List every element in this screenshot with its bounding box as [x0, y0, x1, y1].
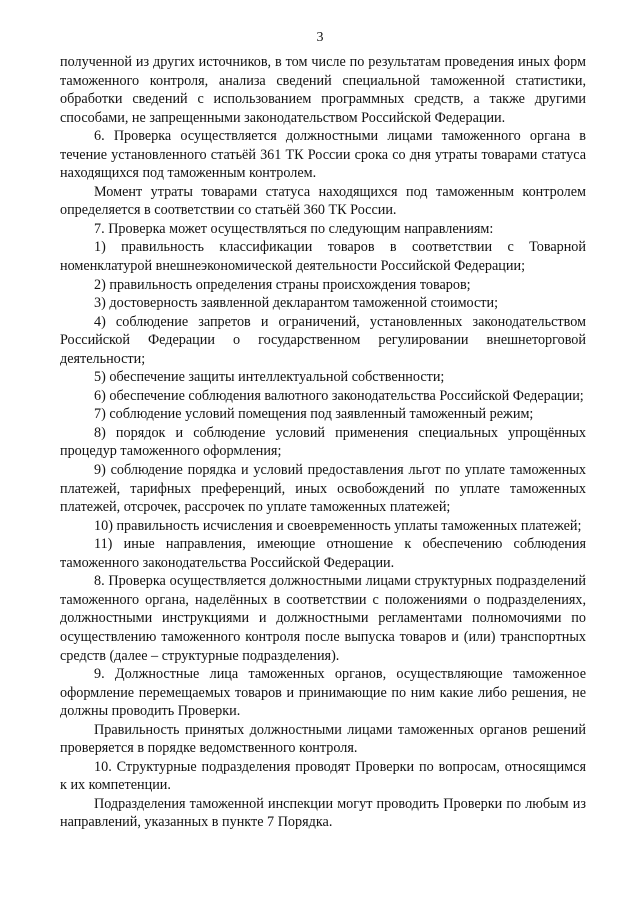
list-item-9: 9) соблюдение порядка и условий предоставления льгот по уплате таможенных платежей, тарифных преференций, иных освобождений по уплате таможенных платежей, отсрочек, рассрочек по уплате таможенных платежей;	[60, 462, 586, 516]
paragraph-inspection-units: Подразделения таможенной инспекции могут проводить Проверки по любым из направлений, указанных в пункте 7 Порядка.	[60, 795, 586, 831]
list-item-11: 11) иные направления, имеющие отношение к обеспечению соблюдения таможенного законодательства Российской Федерации.	[60, 536, 586, 571]
list-item-3: 3) достоверность заявленной декларантом таможенной стоимости;	[94, 295, 499, 312]
page-number: 3	[316, 30, 324, 45]
list-item-5: 5) обеспечение защиты интеллектуальной собственности;	[94, 369, 445, 386]
list-item-8: 8) порядок и соблюдение условий применения специальных упрощённых процедур таможенного оформления;	[60, 424, 586, 460]
list-item-2: 2) правильность определения страны происхождения товаров;	[94, 276, 471, 293]
document-body	[60, 53, 586, 832]
paragraph-item-10: 10. Структурные подразделения проводят Проверки по вопросам, относящимся к их компетенции.	[60, 758, 586, 794]
paragraph-item-6: 6. Проверка осуществляется должностными лицами таможенного органа в течение установленного статьёй 361 ТК России срока со дня утраты товарами статуса находящихся под таможенным контролем.	[60, 128, 586, 182]
list-item-4: 4) соблюдение запретов и ограничений, установленных законодательством Российской Федерации о государственном регулировании внешнеторговой деятельности;	[60, 313, 586, 367]
list-item-10: 10) правильность исчисления и своевременность уплаты таможенных платежей;	[94, 517, 582, 534]
paragraph-item-7: 7. Проверка может осуществляться по следующим направлениям:	[94, 220, 494, 237]
paragraph-item-8: 8. Проверка осуществляется должностными лицами структурных подразделений таможенного органа, наделённых в соответствии с положениями о подразделениях, должностными инструкциями и должностными регламентами полномочиями по осуществлению таможенного контроля после выпуска товаров и (или) транспортных средств (далее – структурные подразделения).	[60, 573, 586, 664]
list-item-1: 1) правильность классификации товаров в соответствии с Товарной номенклатурой внешнеэкономической деятельности Российской Федерации;	[60, 239, 586, 275]
list-item-7: 7) соблюдение условий помещения под заявленный таможенный режим;	[94, 406, 534, 423]
list-item-6: 6) обеспечение соблюдения валютного законодательства Российской Федерации;	[94, 387, 584, 404]
paragraph-continuation: полученной из других источников, в том числе по результатам проведения иных форм таможенного контроля, анализа сведений специальной таможенной статистики, обработки сведений с использованием программных средств, а также другими способами, не запрещенными законодательством Российской Федерации.	[60, 54, 586, 126]
paragraph-departmental-control: Правильность принятых должностными лицами таможенных органов решений проверяется в порядке ведомственного контроля.	[60, 721, 586, 757]
paragraph-status-loss: Момент утраты товарами статуса находящихся под таможенным контролем определяется в соответствии со статьёй 360 ТК России.	[60, 183, 586, 219]
paragraph-item-9: 9. Должностные лица таможенных органов, осуществляющие таможенное оформление перемещаемых товаров и принимающие по ним какие либо решения, не должны проводить Проверки.	[60, 666, 586, 720]
